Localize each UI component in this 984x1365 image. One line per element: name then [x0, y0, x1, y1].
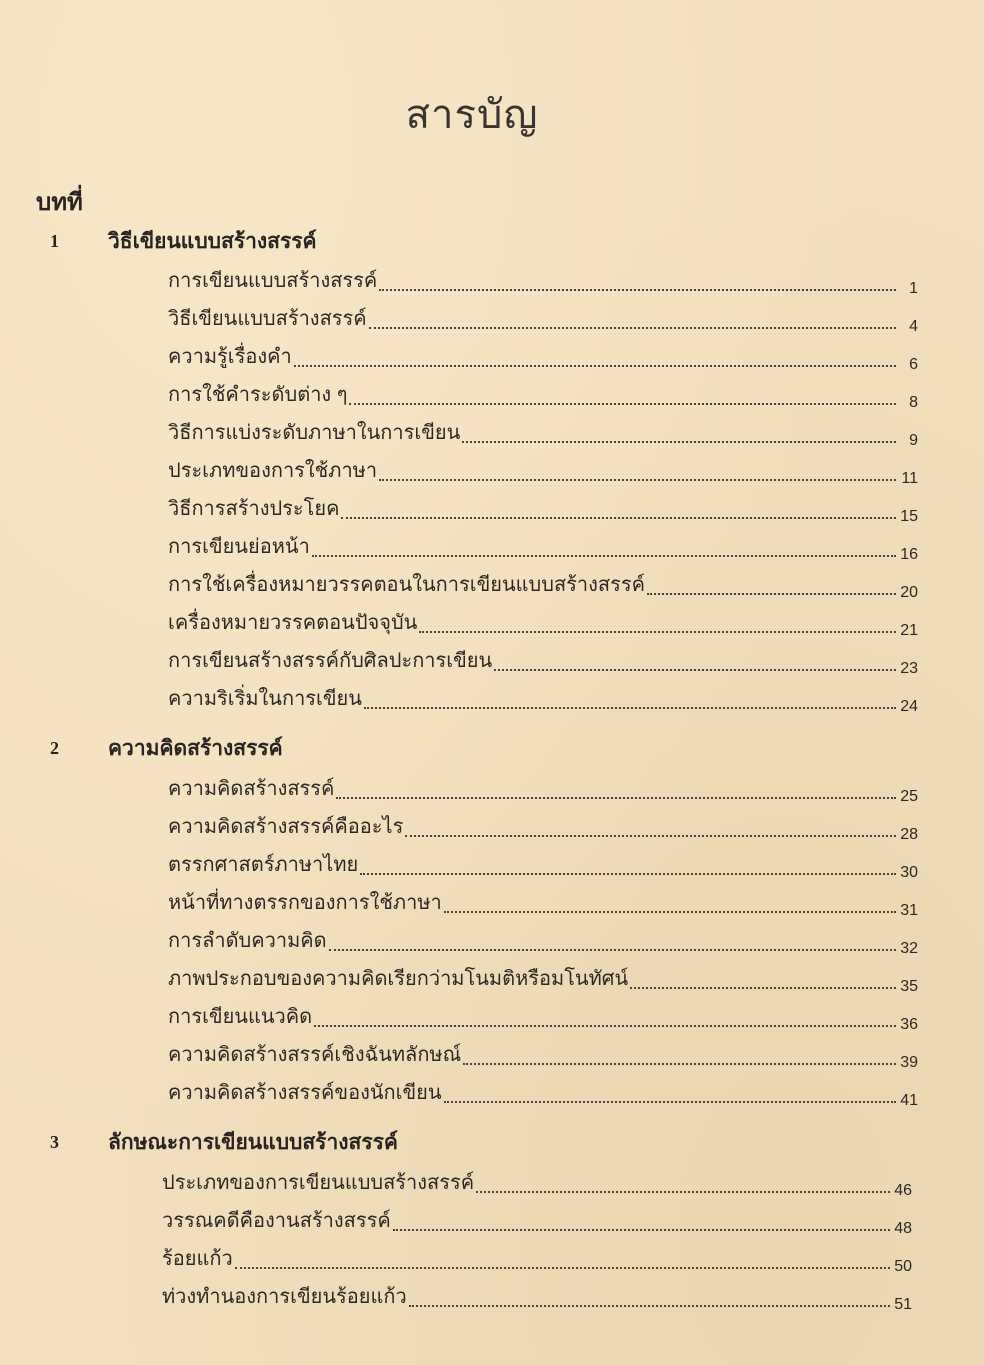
dot-leader [341, 516, 896, 519]
dot-leader [360, 872, 896, 875]
toc-entry[interactable] [168, 646, 918, 676]
toc-entry-label: ภาพประกอบของความคิดเรียกว่ามโนมติหรือมโนทัศน์ [168, 968, 629, 990]
toc-entry[interactable] [168, 926, 918, 956]
toc-entry[interactable] [168, 850, 918, 880]
chapter-title: ความคิดสร้างสรรค์ [108, 735, 283, 760]
toc-entry-label: วิธีเขียนแบบสร้างสรรค์ [168, 308, 367, 330]
toc-entry[interactable] [162, 1206, 912, 1236]
page-title: สารบัญ [405, 93, 539, 137]
dot-leader [393, 1228, 890, 1231]
dot-leader [294, 364, 896, 367]
toc-entry-page: 28 [900, 826, 918, 843]
toc-entry[interactable] [168, 1040, 918, 1070]
toc-entry[interactable] [168, 304, 918, 334]
toc-entry-page: 6 [909, 356, 918, 373]
toc-entry-label: การลำดับความคิด [168, 930, 327, 952]
dot-leader [405, 834, 896, 837]
toc-entry[interactable] [168, 380, 918, 410]
toc-entry[interactable] [168, 570, 918, 600]
toc-entry[interactable] [168, 456, 918, 486]
toc-entry[interactable] [168, 418, 918, 448]
toc-entry-label: วิธีการสร้างประโยค [168, 498, 340, 520]
toc-entry[interactable] [168, 608, 918, 638]
toc-entry-label: ความคิดสร้างสรรค์เชิงฉันทลักษณ์ [168, 1044, 462, 1066]
toc-entry-label: หน้าที่ทางตรรกของการใช้ภาษา [168, 892, 442, 914]
dot-leader [314, 1024, 896, 1027]
dot-leader [444, 910, 896, 913]
toc-entry-label: ประเภทของการเขียนแบบสร้างสรรค์ [162, 1172, 475, 1194]
dot-leader [369, 326, 896, 329]
toc-entry-label: ความคิดสร้างสรรค์คืออะไร [168, 816, 404, 838]
toc-entry-page: 20 [900, 584, 918, 601]
dot-leader [349, 402, 896, 405]
toc-entry[interactable] [168, 1078, 918, 1108]
toc-entry[interactable] [168, 494, 918, 524]
dot-leader [409, 1304, 890, 1307]
toc-entry[interactable] [168, 342, 918, 372]
toc-entry-label: วิธีการแบ่งระดับภาษาในการเขียน [168, 422, 461, 444]
toc-entry[interactable] [168, 532, 918, 562]
toc-entry-page: 25 [900, 788, 918, 805]
toc-entry-page: 50 [894, 1258, 912, 1275]
toc-entry-label: ความคิดสร้างสรรค์ของนักเขียน [168, 1082, 442, 1104]
toc-entry[interactable] [162, 1168, 912, 1198]
toc-entry-page: 24 [900, 698, 918, 715]
toc-entry-page: 4 [909, 318, 918, 335]
toc-entry[interactable] [168, 888, 918, 918]
toc-entry-label: ร้อยแก้ว [162, 1248, 233, 1270]
dot-leader [379, 478, 896, 481]
toc-entry-page: 48 [894, 1220, 912, 1237]
dot-leader [336, 796, 896, 799]
dot-leader [364, 706, 896, 709]
dot-leader [444, 1100, 896, 1103]
toc-entry-page: 8 [909, 394, 918, 411]
dot-leader [379, 288, 896, 291]
toc-entry-page: 9 [909, 432, 918, 449]
chapter-number: 3 [50, 1131, 59, 1152]
toc-entry-page: 35 [900, 978, 918, 995]
dot-leader [462, 440, 896, 443]
dot-leader [494, 668, 896, 671]
toc-entry-label: ความริเริ่มในการเขียน [168, 688, 362, 710]
toc-entry-page: 11 [901, 470, 918, 487]
toc-entry-label: การเขียนแบบสร้างสรรค์ [168, 270, 378, 292]
toc-entry-label: ความรู้เรื่องคำ [168, 346, 292, 368]
chapter-number: 1 [50, 230, 59, 251]
toc-entry-page: 31 [900, 902, 918, 919]
toc-entry-page: 46 [894, 1182, 912, 1199]
toc-entry-page: 51 [894, 1296, 912, 1313]
toc-entry-label: เครื่องหมายวรรคตอนปัจจุบัน [168, 612, 418, 634]
toc-entry[interactable] [168, 266, 918, 296]
dot-leader [419, 630, 896, 633]
toc-entry[interactable] [168, 964, 918, 994]
dot-leader [476, 1190, 890, 1193]
chapter-title: วิธีเขียนแบบสร้างสรรค์ [108, 228, 317, 253]
toc-entry-label: การใช้คำระดับต่าง ๆ [168, 384, 348, 406]
dot-leader [463, 1062, 896, 1065]
dot-leader [647, 592, 896, 595]
dot-leader [630, 986, 896, 989]
toc-entry-page: 30 [900, 864, 918, 881]
toc-entry-label: ประเภทของการใช้ภาษา [168, 460, 378, 482]
dot-leader [312, 554, 896, 557]
toc-entry-label: ท่วงทำนองการเขียนร้อยแก้ว [162, 1286, 407, 1308]
toc-entry-page: 32 [900, 940, 918, 957]
toc-entry-page: 15 [900, 508, 918, 525]
chapter-number: 2 [50, 737, 59, 758]
toc-entry[interactable] [162, 1282, 912, 1312]
toc-entry-label: ความคิดสร้างสรรค์ [168, 778, 335, 800]
dot-leader [235, 1266, 890, 1269]
chapter-column-caption: บทที่ [36, 190, 83, 216]
toc-entry-page: 23 [900, 660, 918, 677]
toc-entry[interactable] [168, 684, 918, 714]
toc-entry-label: ตรรกศาสตร์ภาษาไทย [168, 854, 359, 876]
toc-entry-page: 16 [900, 546, 918, 563]
toc-entry-label: การใช้เครื่องหมายวรรคตอนในการเขียนแบบสร้างสรรค์ [168, 574, 645, 596]
toc-entry-page: 41 [900, 1092, 918, 1109]
toc-entry[interactable] [168, 1002, 918, 1032]
toc-entry[interactable] [168, 774, 918, 804]
toc-entry[interactable] [168, 812, 918, 842]
toc-entry-label: การเขียนสร้างสรรค์กับศิลปะการเขียน [168, 650, 493, 672]
toc-entry-label: การเขียนแนวคิด [168, 1006, 313, 1028]
toc-entry-label: วรรณคดีคืองานสร้างสรรค์ [162, 1210, 391, 1232]
toc-entry-label: การเขียนย่อหน้า [168, 536, 310, 558]
toc-entry-page: 39 [900, 1054, 918, 1071]
toc-entry[interactable] [162, 1244, 912, 1274]
toc-entry-page: 1 [909, 280, 918, 297]
toc-entry-page: 21 [900, 622, 918, 639]
dot-leader [329, 948, 896, 951]
chapter-title: ลักษณะการเขียนแบบสร้างสรรค์ [108, 1129, 398, 1154]
toc-entry-page: 36 [900, 1016, 918, 1033]
